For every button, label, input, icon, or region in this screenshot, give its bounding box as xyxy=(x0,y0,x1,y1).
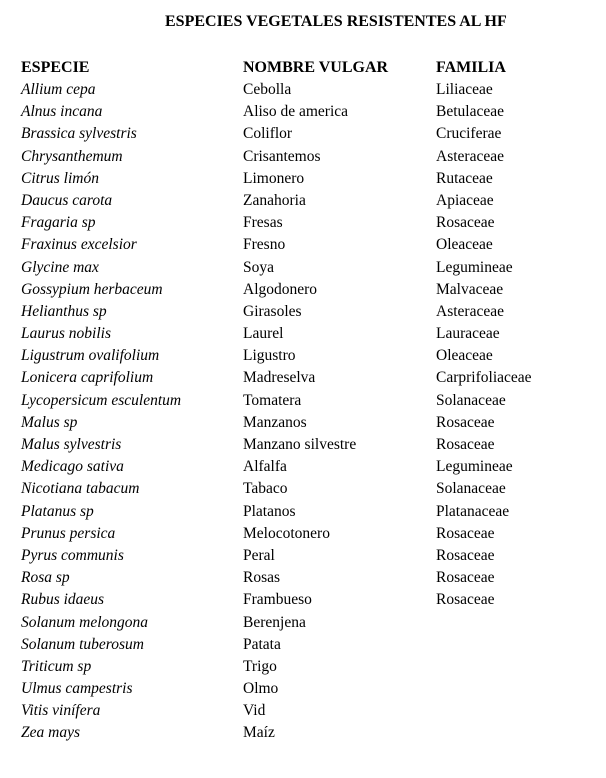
common-name-cell: Fresno xyxy=(243,236,286,254)
family-cell: Rosaceae xyxy=(436,524,495,542)
species-cell: Fraxinus excelsior xyxy=(21,236,137,254)
table-row xyxy=(0,503,606,525)
table-row xyxy=(0,281,606,303)
common-name-cell: Aliso de america xyxy=(243,103,349,121)
common-name-cell: Laurel xyxy=(243,325,284,343)
common-name-cell: Rosas xyxy=(243,569,281,587)
species-cell: Pyrus communis xyxy=(21,546,124,564)
family-cell: Platanaceae xyxy=(436,502,510,520)
table-header xyxy=(0,59,606,79)
species-cell: Helianthus sp xyxy=(21,302,107,320)
header-familia: FAMILIA xyxy=(436,59,506,76)
common-name-cell: Alfalfa xyxy=(243,458,287,476)
common-name-cell: Vid xyxy=(243,702,266,720)
table-row xyxy=(0,480,606,502)
family-cell: Cruciferae xyxy=(436,125,502,143)
common-name-cell: Tabaco xyxy=(243,480,288,498)
species-cell: Allium cepa xyxy=(21,81,96,98)
species-cell: Prunus persica xyxy=(21,524,116,542)
family-cell: Asteraceae xyxy=(436,147,504,165)
table-row xyxy=(0,702,606,724)
table-row xyxy=(0,81,606,103)
species-cell: Glycine max xyxy=(21,258,99,276)
common-name-cell: Girasoles xyxy=(243,302,302,320)
table-row xyxy=(0,192,606,214)
table-row xyxy=(0,569,606,591)
table-row xyxy=(0,414,606,436)
species-table xyxy=(0,81,606,747)
species-cell: Nicotiana tabacum xyxy=(21,480,140,498)
table-row xyxy=(0,103,606,125)
table-row xyxy=(0,680,606,702)
common-name-cell: Coliflor xyxy=(243,125,293,143)
family-cell: Carprifoliaceae xyxy=(436,369,532,387)
species-cell: Daucus carota xyxy=(21,191,113,209)
species-cell: Malus sylvestris xyxy=(21,436,122,453)
common-name-cell: Crisantemos xyxy=(243,147,321,165)
table-row xyxy=(0,303,606,325)
species-cell: Citrus limón xyxy=(21,169,99,187)
species-cell: Ligustrum ovalifolium xyxy=(21,347,160,365)
species-cell: Brassica sylvestris xyxy=(21,125,137,143)
family-cell: Rosaceae xyxy=(436,591,495,609)
family-cell: Malvaceae xyxy=(436,280,504,298)
species-cell: Lonicera caprifolium xyxy=(21,369,154,387)
document-title: ESPECIES VEGETALES RESISTENTES AL HF xyxy=(165,13,507,30)
common-name-cell: Madreselva xyxy=(243,369,316,387)
species-cell: Malus sp xyxy=(21,413,78,431)
table-row xyxy=(0,392,606,414)
family-cell: Rutaceae xyxy=(436,169,493,187)
common-name-cell: Tomatera xyxy=(243,391,302,409)
family-cell: Rosaceae xyxy=(436,546,495,564)
species-cell: Vitis vinífera xyxy=(21,702,101,720)
table-row xyxy=(0,236,606,258)
common-name-cell: Soya xyxy=(243,258,274,276)
table-row xyxy=(0,325,606,347)
species-cell: Fragaria sp xyxy=(21,214,96,232)
common-name-cell: Berenjena xyxy=(243,613,306,631)
family-cell: Asteraceae xyxy=(436,302,504,320)
family-cell: Oleaceae xyxy=(436,347,493,365)
species-cell: Gossypium herbaceum xyxy=(21,280,163,298)
common-name-cell: Limonero xyxy=(243,169,305,187)
common-name-cell: Patata xyxy=(243,635,281,653)
common-name-cell: Manzano silvestre xyxy=(243,436,357,453)
common-name-cell: Melocotonero xyxy=(243,524,330,542)
family-cell: Legumineae xyxy=(436,458,513,476)
species-cell: Solanum melongona xyxy=(21,613,149,631)
table-row xyxy=(0,724,606,746)
common-name-cell: Manzanos xyxy=(243,413,307,431)
table-row xyxy=(0,458,606,480)
table-row xyxy=(0,259,606,281)
common-name-cell: Fresas xyxy=(243,214,283,232)
family-cell: Rosaceae xyxy=(436,214,495,232)
family-cell: Lauraceae xyxy=(436,325,500,343)
family-cell: Solanaceae xyxy=(436,391,506,409)
common-name-cell: Cebolla xyxy=(243,81,292,98)
table-row xyxy=(0,148,606,170)
species-cell: Chrysanthemum xyxy=(21,147,123,165)
family-cell: Legumineae xyxy=(436,258,513,276)
table-row xyxy=(0,525,606,547)
species-cell: Laurus nobilis xyxy=(21,325,112,343)
family-cell: Solanaceae xyxy=(436,480,506,498)
species-cell: Ulmus campestris xyxy=(21,680,133,698)
header-nombre-vulgar: NOMBRE VULGAR xyxy=(243,59,389,76)
species-cell: Solanum tuberosum xyxy=(21,635,144,653)
table-row xyxy=(0,347,606,369)
common-name-cell: Trigo xyxy=(243,657,277,675)
species-cell: Medicago sativa xyxy=(21,458,124,476)
common-name-cell: Platanos xyxy=(243,502,296,520)
common-name-cell: Frambueso xyxy=(243,591,312,609)
table-row xyxy=(0,636,606,658)
table-row xyxy=(0,591,606,613)
family-cell: Betulaceae xyxy=(436,103,504,121)
common-name-cell: Algodonero xyxy=(243,280,318,298)
family-cell: Oleaceae xyxy=(436,236,493,254)
table-row xyxy=(0,436,606,458)
species-cell: Lycopersicum esculentum xyxy=(21,391,182,409)
common-name-cell: Olmo xyxy=(243,680,279,698)
species-cell: Triticum sp xyxy=(21,657,92,675)
table-row xyxy=(0,369,606,391)
common-name-cell: Peral xyxy=(243,546,275,564)
species-cell: Platanus sp xyxy=(21,502,94,520)
table-row xyxy=(0,547,606,569)
common-name-cell: Ligustro xyxy=(243,347,296,365)
family-cell: Rosaceae xyxy=(436,569,495,587)
table-row xyxy=(0,214,606,236)
table-row xyxy=(0,125,606,147)
common-name-cell: Maíz xyxy=(243,724,275,742)
species-cell: Rosa sp xyxy=(21,569,70,587)
species-cell: Alnus incana xyxy=(21,103,103,121)
species-cell: Zea mays xyxy=(21,724,80,742)
family-cell: Apiaceae xyxy=(436,191,494,209)
family-cell: Liliaceae xyxy=(436,81,493,98)
species-cell: Rubus idaeus xyxy=(21,591,105,609)
family-cell: Rosaceae xyxy=(436,413,495,431)
family-cell: Rosaceae xyxy=(436,436,495,453)
table-row xyxy=(0,170,606,192)
table-row xyxy=(0,614,606,636)
common-name-cell: Zanahoria xyxy=(243,191,306,209)
table-row xyxy=(0,658,606,680)
header-especie: ESPECIE xyxy=(21,59,90,76)
